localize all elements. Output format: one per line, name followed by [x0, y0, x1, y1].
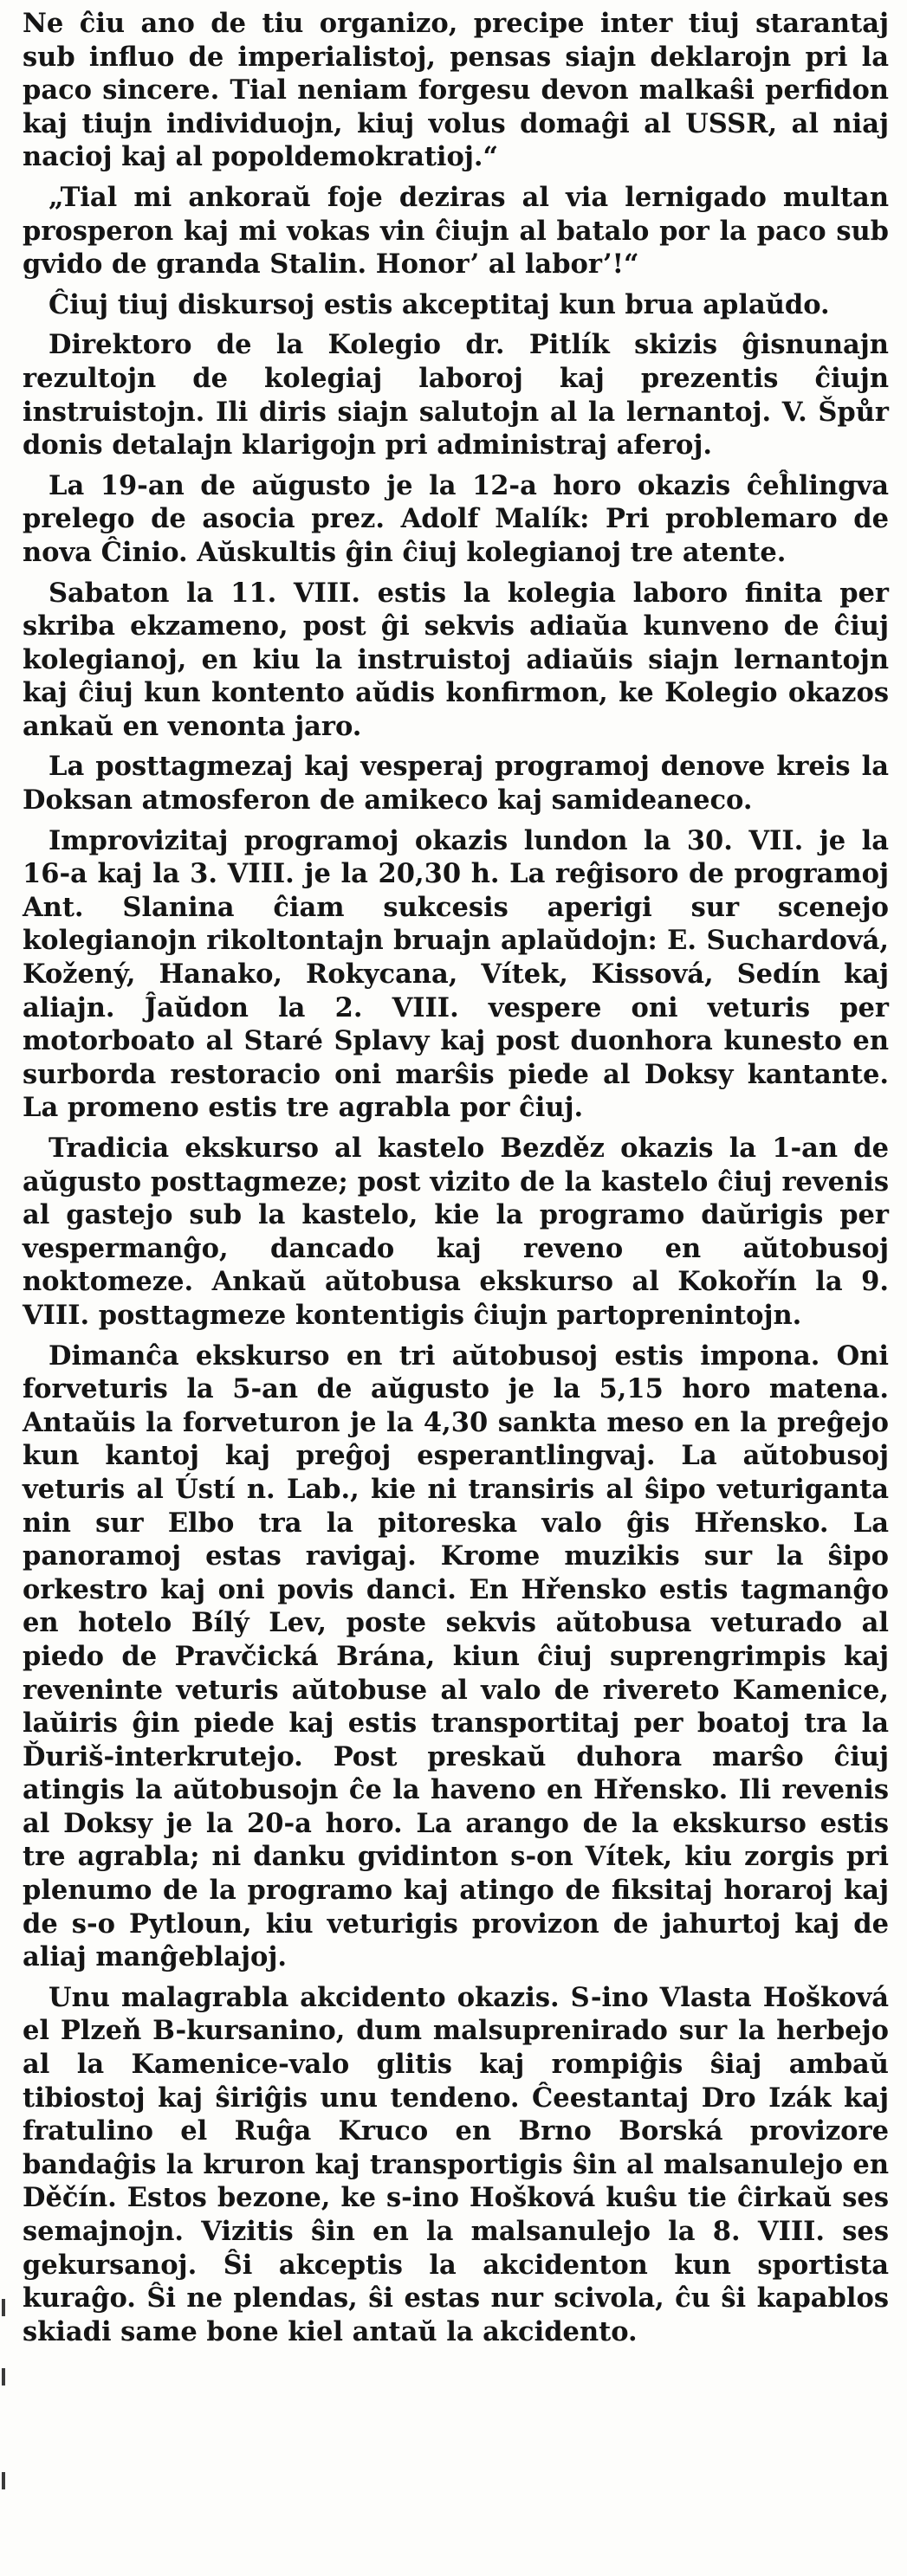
margin-mark: [2, 2368, 5, 2386]
paragraph-closing-quote: „Tial mi ankoraŭ foje deziras al via lernigado multan prosperon kaj mi vokas vin ĉiujn al batalo por la paco sub gvido de granda Stalin. Honor’ al labor’!“: [23, 181, 889, 281]
paragraph-improvised-programs: Improvizitaj programoj okazis lundon la 30. VII. je la 16-a kaj la 3. VIII. je la 20,30 h. La reĝisoro de programoj Ant. Slanina ĉiam sukcesis aperigi sur scenejo kolegianojn rikoltontajn bruajn aplaŭdojn: E. Suchardová, Kožený, Hanako, Rokycana, Vítek, Kissová, Sedín kaj aliajn. Ĵaŭdon la 2. VIII. vespere oni veturis per motorboato al Staré Splavy kaj post duonhora kunesto en surborda restoracio oni marŝis piede al Doksy kantante. La promeno estis tre agrabla por ĉiuj.: [23, 824, 889, 1124]
paragraph-sunday-excursion: Dimanĉa ekskurso en tri aŭtobusoj estis impona. Oni forveturis la 5-an de aŭgusto je la 5,15 horo matena. Antaŭis la forveturon je la 4,30 sankta meso en la preĝejo kun kantoj kaj preĝoj esperantlingvaj. La aŭtobusoj veturis al Ústí n. Lab., kie ni transiris al ŝipo veturiganta nin sur Elbo tra la pitoreska valo ĝis Hřensko. La panoramoj estas ravigaj. Krome muzikis sur la ŝipo orkestro kaj oni povis danci. En Hřensko estis tagmanĝo en hotelo Bílý Lev, poste sekvis aŭtobusa veturado al piedo de Pravčická Brána, kiun ĉiuj suprengrimpis kaj reveninte veturis aŭtobuse al valo de rivereto Kamenice, laŭiris ĝin piede kaj estis transportitaj per boatoj tra la Ďuriš-interkrutejo. Post preskaŭ duhora marŝo ĉiuj atingis la aŭtobusojn ĉe la haveno en Hřensko. Ili revenis al Doksy je la 20-a horo. La arango de la ekskurso estis tre agrabla; ni danku gvidinton s-on Vítek, kiu zorgis pri plenumo de la programo kaj atingo de fiksitaj horaroj kaj de s-o Pytloun, kiu veturigis provizon de jahurtoj kaj de aliaj manĝeblajoj.: [23, 1340, 889, 1973]
paragraph-evening-programs: La posttagmezaj kaj vesperaj programoj denove kreis la Doksan atmosferon de amikeco kaj samideaneco.: [23, 751, 889, 817]
article-column: [23, 7, 889, 2355]
paragraph-lecture: La 19-an de aŭgusto je la 12-a horo okazis ĉeĥlingva prelego de asocia prez. Adolf Malík: Pri problemaro de nova Ĉinio. Aŭskultis ĝin ĉiuj kolegianoj tre atente.: [23, 469, 889, 568]
paragraph-exam-farewell: Sabaton la 11. VIII. estis la kolegia laboro finita per skriba ekzameno, post ĝi sekvis adiaŭa kunveno de ĉiuj kolegianoj, en kiu la instruistoj adiaŭis siajn lernantojn kaj ĉiuj kun kontento aŭdis konfirmon, ke Kolegio okazos ankaŭ en venonta jaro.: [23, 577, 889, 742]
paragraph-bezdez-excursion: Tradicia ekskurso al kastelo Bezděz okazis la 1-an de aŭgusto posttagmeze; post vizito de la kastelo ĉiuj revenis al gastejo sub la kastelo, kie la programo daŭrigis per vespermanĝo, dancado kaj reveno en aŭtobusoj noktomeze. Ankaŭ aŭtobusa ekskurso al Kokořín la 9. VIII. posttagmeze kontentigis ĉiujn partoprenintojn.: [23, 1133, 889, 1331]
margin-mark: [2, 2472, 5, 2489]
paragraph-peace-declarations: Ne ĉiu ano de tiu organizo, precipe inter tiuj starantaj sub influo de imperialistoj, pensas siajn deklarojn pri la paco sincere. Tial neniam forgesu devon malkaŝi perfidon kaj tiujn individuojn, kiuj volus domaĝi al USSR, al niaj nacioj kaj al popoldemokratioj.“: [23, 8, 889, 173]
paragraph-director-report: Direktoro de la Kolegio dr. Pitlík skizis ĝisnunajn rezultojn de kolegiaj laboroj kaj prezentis ĉiujn instruistojn. Ili diris siajn salutojn al la lernantoj. V. Špůr donis detalajn klarigojn pri administraj aferoj.: [23, 329, 889, 462]
margin-mark: [2, 2299, 5, 2316]
paragraph-accident: Unu malagrabla akcidento okazis. S-ino Vlasta Hošková el Plzeň B-kursanino, dum malsuprenirado sur la herbejo al la Kamenice-valo glitis kaj rompiĝis ŝiaj ambaŭ tibiostoj kaj ŝiriĝis unu tendeno. Ĉeestantaj Dro Izák kaj fratulino el Ruĝa Kruco en Brno Borská provizore bandaĝis la kruron kaj transportigis ŝin al malsanulejo en Děčín. Estos bezone, ke s-ino Hošková kuŝu tie ĉirkaŭ ses semajnojn. Vizitis ŝin en la malsanulejo la 8. VIII. ses gekursanoj. Ŝi akceptis la akcidenton kun sportista kuraĝo. Ŝi ne plendas, ŝi estas nur scivola, ĉu ŝi kapablos skiadi same bone kiel antaŭ la akcidento.: [23, 1981, 889, 2347]
paragraph-applause: Ĉiuj tiuj diskursoj estis akceptitaj kun brua aplaŭdo.: [49, 288, 830, 320]
